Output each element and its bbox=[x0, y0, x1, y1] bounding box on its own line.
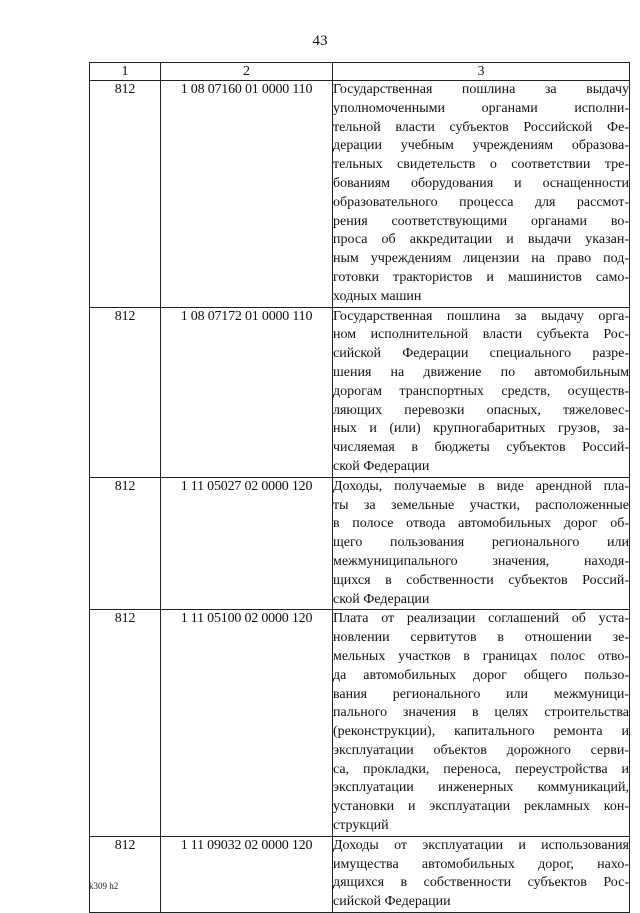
description-line: мельных участков в границах полос отво- bbox=[333, 648, 629, 664]
description-line: пального значения в целях строительства bbox=[333, 705, 629, 721]
description-line: тельной власти субъектов Российской Фе- bbox=[333, 119, 629, 135]
column-header-2: 2 bbox=[161, 63, 333, 81]
revenue-description-cell bbox=[333, 477, 630, 610]
description-line: готовки трактористов и машинистов само- bbox=[333, 269, 629, 285]
column-header-1: 1 bbox=[90, 63, 161, 81]
description-line: ской Федерации bbox=[333, 458, 430, 474]
table-row bbox=[90, 81, 630, 308]
description-line: рения соответствующими органами во- bbox=[333, 213, 629, 229]
description-line: Плата от реализации соглашений об уста- bbox=[333, 611, 629, 627]
description-line: установки и эксплуатации рекламных кон- bbox=[333, 799, 629, 815]
budget-classification-code-cell: 1 11 09032 02 0000 120 bbox=[161, 836, 333, 912]
description-line: щего пользования регионального или bbox=[333, 535, 629, 551]
description-line: уполномоченными органами исполни- bbox=[333, 100, 629, 116]
description-line: имущества автомобильных дорог, нахо- bbox=[333, 856, 629, 872]
description-line: ты за земельные участки, расположенные bbox=[333, 497, 629, 513]
budget-classification-code-cell: 1 08 07160 01 0000 110 bbox=[161, 81, 333, 308]
description-line: эксплуатации объектов дорожного серви- bbox=[333, 742, 629, 758]
description-line: (реконструкции), капитального ремонта и bbox=[333, 724, 629, 740]
description-line: щихся в собственности субъектов Россий- bbox=[333, 572, 629, 588]
description-line: межмуниципального значения, находя- bbox=[333, 553, 629, 569]
description-line: ляющих перевозки опасных, тяжеловес- bbox=[333, 402, 629, 418]
description-line: дорогам транспортных средств, осуществ- bbox=[333, 383, 629, 399]
description-line: Доходы, получаемые в виде арендной пла- bbox=[333, 478, 629, 494]
administrator-code-cell: 812 bbox=[90, 81, 161, 308]
budget-classification-code-cell: 1 11 05027 02 0000 120 bbox=[161, 477, 333, 610]
budget-classification-code-cell: 1 08 07172 01 0000 110 bbox=[161, 307, 333, 477]
administrator-code-cell: 812 bbox=[90, 610, 161, 837]
revenue-description-cell bbox=[333, 836, 630, 912]
description-line: ных и (или) крупногабаритных грузов, за- bbox=[333, 421, 629, 437]
description-line: ходных машин bbox=[333, 288, 422, 304]
description-line: ным учреждениям лицензии на право под- bbox=[333, 251, 629, 267]
description-line: шения на движение по автомобильным bbox=[333, 364, 629, 380]
description-line: в полосе отвода автомобильных дорог об- bbox=[333, 516, 629, 532]
table-header bbox=[90, 63, 630, 81]
description-line: эксплуатации инженерных коммуникаций, bbox=[333, 780, 629, 796]
description-line: вания регионального или межмуници- bbox=[333, 686, 629, 702]
revenue-description-cell bbox=[333, 81, 630, 308]
table-row bbox=[90, 610, 630, 837]
description-line: са, прокладки, переноса, переустройства и bbox=[333, 761, 629, 777]
description-line: образовательного процесса для рассмот- bbox=[333, 194, 629, 210]
description-line: бованиям оборудования и оснащенности bbox=[333, 175, 629, 191]
description-line: ской Федерации bbox=[333, 591, 430, 607]
description-line: дерации учебным учреждениям образова- bbox=[333, 138, 629, 154]
description-line: ном исполнительной власти субъекта Рос- bbox=[333, 327, 629, 343]
description-line: Государственная пошлина за выдачу bbox=[333, 82, 629, 97]
description-line: Доходы от эксплуатации и использования bbox=[333, 837, 629, 853]
description-line: новлении сервитутов в отношении зе- bbox=[333, 630, 629, 646]
description-line: дящихся в собственности субъектов Рос- bbox=[333, 875, 629, 891]
column-header-3: 3 bbox=[333, 63, 630, 81]
description-line: проса об аккредитации и выдачи указан- bbox=[333, 232, 629, 248]
budget-classification-code-cell: 1 11 05100 02 0000 120 bbox=[161, 610, 333, 837]
table-row bbox=[90, 477, 630, 610]
description-line: сийской Федерации специального разре- bbox=[333, 346, 629, 362]
administrator-code-cell: 812 bbox=[90, 836, 161, 912]
administrator-code-cell: 812 bbox=[90, 477, 161, 610]
table-body bbox=[90, 81, 630, 913]
revenue-description-cell bbox=[333, 307, 630, 477]
revenue-description-cell bbox=[333, 610, 630, 837]
revenue-codes-table bbox=[89, 62, 630, 913]
table-row bbox=[90, 836, 630, 912]
description-line: тельных свидетельств о соответствии тре- bbox=[333, 157, 629, 173]
description-line: числяемая в бюджеты субъектов Россий- bbox=[333, 440, 629, 456]
description-line: сийской Федерации bbox=[333, 894, 451, 910]
page-number: 43 bbox=[312, 33, 328, 49]
description-line: да автомобильных дорог общего пользо- bbox=[333, 667, 629, 683]
header-row bbox=[90, 63, 630, 81]
document-footer-code: k309 h2 bbox=[89, 881, 119, 891]
description-line: струкций bbox=[333, 818, 389, 834]
administrator-code-cell: 812 bbox=[90, 307, 161, 477]
table-row bbox=[90, 307, 630, 477]
description-line: Государственная пошлина за выдачу орга- bbox=[333, 308, 629, 324]
